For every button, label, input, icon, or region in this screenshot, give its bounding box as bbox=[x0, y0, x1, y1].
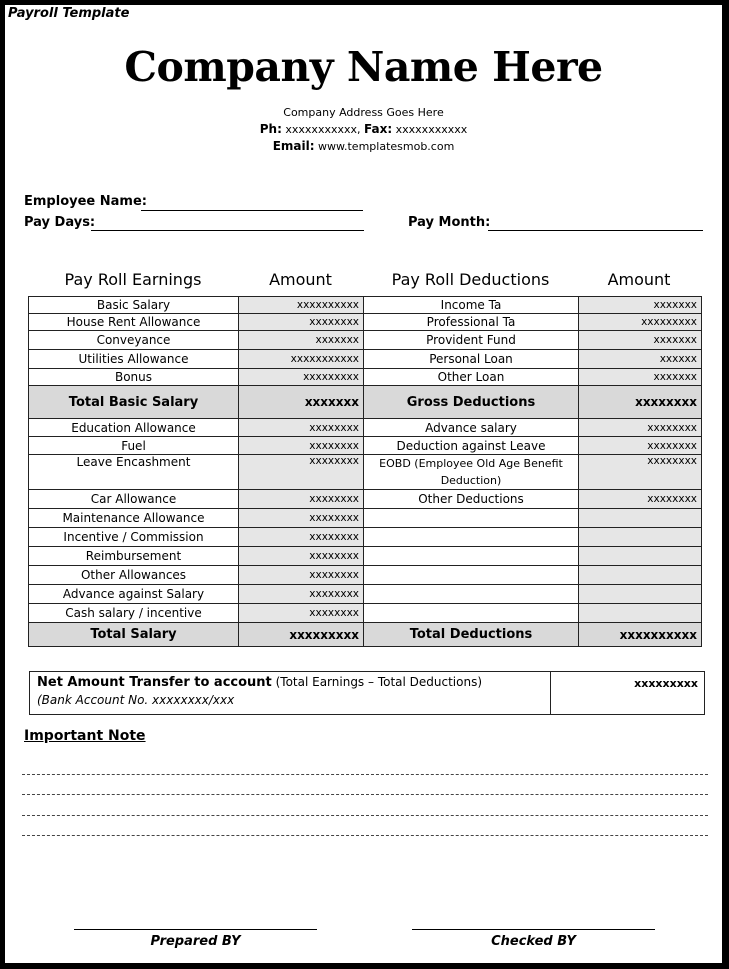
prepared-by-label: Prepared BY bbox=[150, 934, 241, 949]
earning-label: Other Allowances bbox=[29, 566, 239, 585]
deduction-amount bbox=[579, 528, 702, 547]
payroll-table bbox=[28, 296, 702, 647]
earning-label: Total Basic Salary bbox=[29, 386, 239, 419]
deduction-label bbox=[364, 604, 579, 623]
deduction-label bbox=[364, 566, 579, 585]
pay-month-label: Pay Month: bbox=[408, 215, 491, 230]
earning-amount: xxxxxxxx bbox=[239, 314, 364, 331]
earning-label: Maintenance Allowance bbox=[29, 509, 239, 528]
table-row bbox=[29, 419, 702, 437]
deduction-amount bbox=[579, 547, 702, 566]
deduction-amount bbox=[579, 604, 702, 623]
email-value: www.templatesmob.com bbox=[318, 140, 455, 153]
deduction-label: Other Loan bbox=[364, 369, 579, 386]
table-row bbox=[29, 369, 702, 386]
deduction-amount: xxxxxxx bbox=[579, 331, 702, 350]
employee-name-field[interactable] bbox=[141, 210, 363, 211]
deduction-amount: xxxxxxxx bbox=[579, 386, 702, 419]
earning-label: Total Salary bbox=[29, 623, 239, 647]
earning-label: Bonus bbox=[29, 369, 239, 386]
earning-label: Incentive / Commission bbox=[29, 528, 239, 547]
phone-label: Ph: bbox=[259, 122, 282, 136]
payroll-sheet bbox=[5, 5, 722, 963]
deduction-label: Total Deductions bbox=[364, 623, 579, 647]
table-row bbox=[29, 528, 702, 547]
pay-month-field[interactable] bbox=[488, 230, 703, 231]
deduction-label: Deduction against Leave bbox=[364, 437, 579, 455]
deduction-amount: xxxxxxxx bbox=[579, 455, 702, 490]
earning-amount: xxxxxxxxx bbox=[239, 623, 364, 647]
deduction-label bbox=[364, 509, 579, 528]
fax-label: Fax: bbox=[364, 122, 393, 136]
earning-label: Education Allowance bbox=[29, 419, 239, 437]
earning-amount: xxxxxxxx bbox=[239, 455, 364, 490]
deduction-label bbox=[364, 528, 579, 547]
checked-by-label: Checked BY bbox=[491, 934, 576, 949]
table-row bbox=[29, 314, 702, 331]
fax-value: xxxxxxxxxxx bbox=[395, 123, 468, 136]
deduction-amount: xxxxxx bbox=[579, 350, 702, 369]
total-row bbox=[29, 623, 702, 647]
employee-name-label: Employee Name: bbox=[24, 194, 147, 209]
net-amount-label: Net Amount Transfer to account bbox=[37, 675, 272, 690]
earning-amount: xxxxxxxx bbox=[239, 437, 364, 455]
deduction-amount: xxxxxxx bbox=[579, 297, 702, 314]
phone-value: xxxxxxxxxxx, bbox=[285, 123, 361, 136]
note-line-3[interactable] bbox=[22, 815, 708, 816]
earning-label: Leave Encashment bbox=[29, 455, 239, 490]
net-amount-box bbox=[29, 671, 705, 715]
deduction-amount: xxxxxxxx bbox=[579, 437, 702, 455]
deduction-label bbox=[364, 547, 579, 566]
net-amount-label-cell bbox=[30, 672, 551, 714]
deduction-amount bbox=[579, 566, 702, 585]
total-row bbox=[29, 386, 702, 419]
table-row bbox=[29, 490, 702, 509]
deductions-heading: Pay Roll Deductions bbox=[391, 270, 550, 289]
company-address: Company Address Goes Here bbox=[283, 106, 444, 119]
note-line-2[interactable] bbox=[22, 794, 708, 795]
deduction-amount: xxxxxxx bbox=[579, 369, 702, 386]
earning-label: Car Allowance bbox=[29, 490, 239, 509]
template-label: Payroll Template bbox=[8, 6, 130, 21]
earning-amount: xxxxxxxx bbox=[239, 566, 364, 585]
earning-amount: xxxxxxxx bbox=[239, 419, 364, 437]
table-row bbox=[29, 566, 702, 585]
pay-days-label: Pay Days: bbox=[24, 215, 96, 230]
bank-account: (Bank Account No. xxxxxxxx/xxx bbox=[37, 693, 235, 707]
deduction-label: Personal Loan bbox=[364, 350, 579, 369]
earning-amount: xxxxxxxx bbox=[239, 490, 364, 509]
earnings-heading: Pay Roll Earnings bbox=[64, 270, 202, 289]
note-line-4[interactable] bbox=[22, 835, 708, 836]
earnings-amount-heading: Amount bbox=[269, 270, 332, 289]
company-name: Company Name Here bbox=[124, 43, 603, 91]
table-row bbox=[29, 547, 702, 566]
deduction-label: Gross Deductions bbox=[364, 386, 579, 419]
pay-days-field[interactable] bbox=[91, 230, 364, 231]
earning-amount: xxxxxxxxx bbox=[239, 369, 364, 386]
company-email bbox=[5, 139, 722, 154]
table-row bbox=[29, 331, 702, 350]
earning-amount: xxxxxxxx bbox=[239, 547, 364, 566]
table-row bbox=[29, 455, 702, 490]
deduction-label: Provident Fund bbox=[364, 331, 579, 350]
deductions-amount-heading: Amount bbox=[607, 270, 671, 289]
deduction-label: Advance salary bbox=[364, 419, 579, 437]
deduction-amount: xxxxxxxx bbox=[579, 490, 702, 509]
deduction-label: Professional Ta bbox=[364, 314, 579, 331]
table-row bbox=[29, 350, 702, 369]
table-row bbox=[29, 297, 702, 314]
earning-label: Utilities Allowance bbox=[29, 350, 239, 369]
earning-amount: xxxxxxxx bbox=[239, 585, 364, 604]
earning-label: Cash salary / incentive bbox=[29, 604, 239, 623]
earning-amount: xxxxxxx bbox=[239, 386, 364, 419]
net-amount-line bbox=[37, 675, 482, 690]
earning-label: Basic Salary bbox=[29, 297, 239, 314]
table-row bbox=[29, 585, 702, 604]
deduction-label: EOBD (Employee Old Age Benefit Deduction) bbox=[364, 455, 579, 490]
checked-signature-line[interactable] bbox=[412, 929, 655, 930]
table-row bbox=[29, 509, 702, 528]
deduction-label: Other Deductions bbox=[364, 490, 579, 509]
earning-amount: xxxxxxx bbox=[239, 331, 364, 350]
company-phone-fax bbox=[5, 122, 722, 137]
earning-label: House Rent Allowance bbox=[29, 314, 239, 331]
prepared-signature-line[interactable] bbox=[74, 929, 317, 930]
table-row bbox=[29, 604, 702, 623]
deduction-amount bbox=[579, 509, 702, 528]
earning-amount: xxxxxxxx bbox=[239, 528, 364, 547]
earning-label: Reimbursement bbox=[29, 547, 239, 566]
earning-amount: xxxxxxxxxxx bbox=[239, 350, 364, 369]
earning-label: Advance against Salary bbox=[29, 585, 239, 604]
earning-amount: xxxxxxxxxx bbox=[239, 297, 364, 314]
earning-label: Conveyance bbox=[29, 331, 239, 350]
deduction-label bbox=[364, 585, 579, 604]
important-note-heading: Important Note bbox=[24, 728, 146, 744]
table-row bbox=[29, 437, 702, 455]
email-label: Email: bbox=[272, 139, 315, 153]
deduction-label: Income Ta bbox=[364, 297, 579, 314]
net-amount-formula: (Total Earnings – Total Deductions) bbox=[275, 675, 483, 689]
note-line-1[interactable] bbox=[22, 774, 708, 775]
deduction-amount: xxxxxxxxx bbox=[579, 314, 702, 331]
net-amount-value: xxxxxxxxx bbox=[634, 677, 698, 690]
deduction-amount: xxxxxxxxxx bbox=[579, 623, 702, 647]
earning-amount: xxxxxxxx bbox=[239, 509, 364, 528]
earning-amount: xxxxxxxx bbox=[239, 604, 364, 623]
earning-label: Fuel bbox=[29, 437, 239, 455]
deduction-amount bbox=[579, 585, 702, 604]
deduction-amount: xxxxxxxx bbox=[579, 419, 702, 437]
